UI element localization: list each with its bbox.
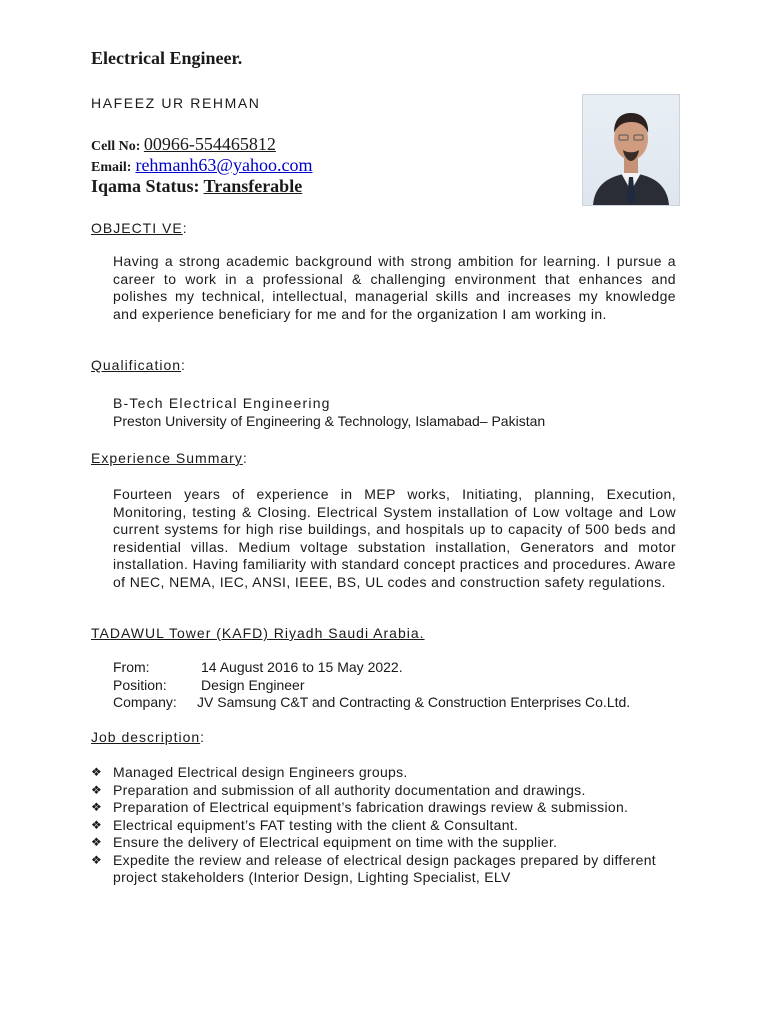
project-position [113, 677, 305, 693]
person-name: HAFEEZ UR REHMAN [91, 95, 261, 111]
diamond-bullet-icon: ❖ [91, 765, 103, 779]
diamond-bullet-icon: ❖ [91, 782, 103, 797]
experience-heading-label: Experience Summary [91, 450, 243, 466]
email [91, 155, 312, 176]
qualification-heading-label: Qualification [91, 357, 182, 373]
objective-heading: OBJECTI VE: [91, 220, 188, 236]
experience-text: Fourteen years of experience in MEP works, Initiating, planning, Execution, Monitoring, testing & Closing. Electrical System installation of Low voltage and Low current systems for high rise buildings, and hospitals up to capacity of 500 beds and residential villas. Medium voltage substation installation, Generators and motor installation. Having familiarity with standard concept practices and procedures. Aware of NEC, NEMA, IEC, ANSI, IEEE, BS, UL codes and construction safety regulations. [113, 486, 676, 590]
cell-number [91, 134, 276, 155]
from-value: 14 August 2016 to 15 May 2022. [201, 659, 403, 675]
project-from [113, 659, 403, 675]
list-item [91, 817, 656, 835]
company-label: Company: [113, 694, 177, 710]
cell-label: Cell No [91, 139, 136, 154]
position-value: Design Engineer [201, 677, 305, 693]
qualification-degree [113, 395, 331, 411]
diamond-bullet-icon: ❖ [91, 852, 103, 867]
project-heading [91, 625, 425, 641]
list-item-text: Electrical equipment’s FAT testing with the client & Consultant. [113, 816, 519, 833]
project-heading-label: TADAWUL Tower (KAFD) Riyadh Saudi Arabia. [91, 625, 425, 641]
email-link[interactable]: rehmanh63@yahoo.com [135, 155, 313, 175]
iqama-label: Iqama Status: [91, 176, 200, 196]
degree-text: B-Tech Electrical Engineering [113, 395, 331, 411]
diamond-bullet-icon: ❖ [91, 800, 103, 814]
project-company [113, 694, 630, 710]
list-item-text: Preparation and submission of all authority documentation and drawings. [113, 781, 586, 798]
page-title: Electrical Engineer. [91, 48, 243, 68]
objective-heading-label: OBJECTI VE [91, 220, 183, 236]
cell-value: 00966-554465812 [143, 134, 276, 154]
iqama-status [91, 176, 302, 197]
job-description-list [91, 764, 656, 887]
from-label: From: [113, 659, 150, 675]
position-label: Position: [113, 677, 167, 693]
list-item-text: Ensure the delivery of Electrical equipment on time with the supplier. [113, 834, 558, 850]
list-item-text: Managed Electrical design Engineers groups. [113, 764, 408, 780]
objective-text: Having a strong academic background with strong ambition for learning. I pursue a career to work in a professional & challenging environment that enhances and polishes my technical, intellectual, managerial skills and increases my knowledge and experience beneficiary for me and for the organization I am working in. [113, 253, 676, 322]
list-item [91, 764, 656, 782]
experience-heading: Experience Summary: [91, 450, 248, 466]
list-item-text: Expedite the review and release of electrical design packages prepared by different project stakeholders (Interior Design, Lighting Specialist, ELV [113, 851, 656, 885]
diamond-bullet-icon: ❖ [91, 817, 103, 832]
iqama-value: Transferable [203, 176, 303, 196]
list-item-text: Preparation of Electrical equipment’s fabrication drawings review & submission. [113, 799, 629, 815]
profile-photo [582, 94, 680, 206]
cell-colon: : [135, 139, 144, 154]
profile-photo-icon [583, 95, 679, 205]
company-value: JV Samsung C&T and Contracting & Construction Enterprises Co.Ltd. [197, 694, 631, 710]
list-item [91, 782, 656, 800]
email-label: Email: [91, 160, 132, 175]
job-heading: Job description: [91, 729, 206, 745]
qualification-heading: Qualification: [91, 357, 186, 373]
list-item [91, 852, 656, 887]
qualification-institution: Preston University of Engineering & Technology, Islamabad– Pakistan [113, 413, 546, 429]
list-item [91, 799, 656, 817]
list-item [91, 834, 656, 852]
diamond-bullet-icon: ❖ [91, 835, 103, 849]
job-heading-label: Job description [91, 729, 201, 745]
